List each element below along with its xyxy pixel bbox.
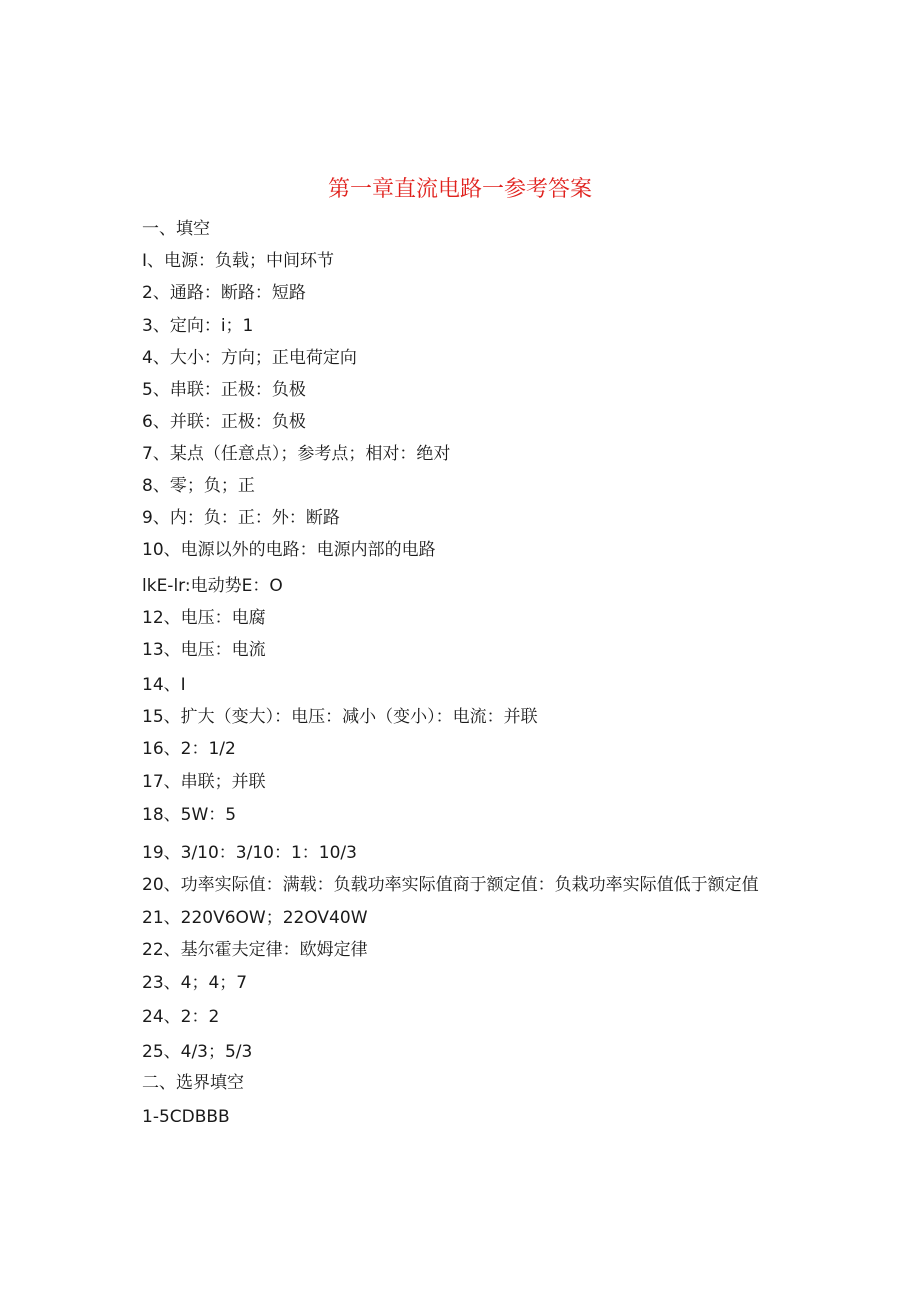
answer-line-15: 15、扩大（变大）：电压：减小（变小）：电流：并联 [142,707,538,727]
section-heading-fill-in: 一、填空 [142,219,210,239]
answer-line-3: 3、定向：i；1 [142,316,254,336]
answer-line-11: lkE-lr:电动势E：O [142,576,283,596]
answer-line-choice-1-5: 1-5CDBBB [142,1107,230,1127]
answer-line-21: 21、220V6OW；22OV40W [142,908,368,928]
answer-line-5: 5、串联：正极：负极 [142,380,306,400]
section-heading-multiple-choice: 二、选界填空 [142,1073,244,1093]
answer-line-12: 12、电压：电腐 [142,608,266,628]
answer-line-2: 2、通路：断路：短路 [142,283,306,303]
answer-line-18: 18、5W：5 [142,805,237,825]
answer-line-16: 16、2：1/2 [142,739,236,759]
answer-line-17: 17、串联；并联 [142,772,266,792]
answer-line-25: 25、4/3；5/3 [142,1042,253,1062]
answer-line-8: 8、零；负；正 [142,476,255,496]
answer-line-14: 14、I [142,675,186,695]
answer-line-13: 13、电压：电流 [142,640,266,660]
answer-line-22: 22、基尔霍夫定律：欧姆定律 [142,940,368,960]
answer-line-20: 20、功率实际值：满载：负载功率实际值商于额定值：负栽功率实际值低于额定值 [142,875,759,895]
answer-line-10: 10、电源以外的电路：电源内部的电路 [142,540,436,560]
answer-line-24: 24、2：2 [142,1007,220,1027]
answer-line-4: 4、大小：方向；正电荷定向 [142,348,357,368]
answer-line-9: 9、内：负：正：外：断路 [142,508,340,528]
answer-line-1: I、电源：负载；中间环节 [142,251,335,271]
answer-line-6: 6、并联：正极：负极 [142,412,306,432]
answer-line-7: 7、某点（任意点）；参考点；相对：绝对 [142,444,451,464]
answer-line-19: 19、3/10：3/10：1：10/3 [142,843,357,863]
answer-line-23: 23、4；4；7 [142,973,248,993]
page-title: 第一章直流电路一参考答案 [327,177,592,202]
